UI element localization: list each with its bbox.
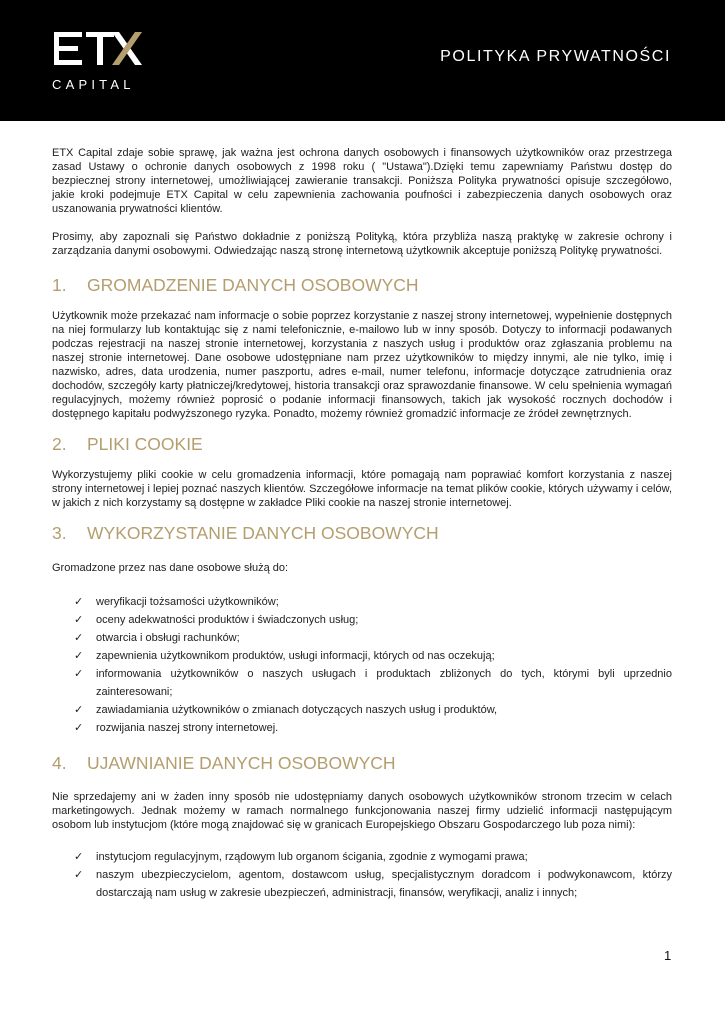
list-item: ✓ zawiadamiania użytkowników o zmianach dotyczących naszych usług i produktów, xyxy=(52,701,672,719)
page-header xyxy=(0,0,725,121)
check-icon: ✓ xyxy=(74,851,84,863)
page-number: 1 xyxy=(664,948,672,963)
list-item: ✓ informowania użytkowników o naszych usługach i produktach zbliżonych do tych, którymi byli uprzednio zainteresowani; xyxy=(52,665,672,701)
section-2-number: 2. xyxy=(52,434,67,454)
check-icon: ✓ xyxy=(74,704,84,716)
intro-paragraph-1: ETX Capital zdaje sobie sprawę, jak ważna jest ochrona danych osobowych i finansowych użytkowników oraz przestrzega zasad Ustawy o ochronie danych osobowych z 1998 roku ( "Ustawa").Dzięki temu zapewniamy Państwu dostęp do bezpiecznej strony internetowej, umożliwiającej zawieranie transakcji. Poniższa Polityka prywatności opisuje szczegółowo, jakie kroki podejmuje ETX Capital w celu zapewnienia zachowania poufności i zabezpieczenia danych osobowych oraz uszanowania prywatności klientów. xyxy=(52,147,672,215)
section-2-text: Wykorzystujemy pliki cookie w celu gromadzenia informacji, które pomagają nam poprawiać komfort korzystania z naszej strony internetowej i lepiej poznać naszych klientów. Szczegółowe informacje na temat plików cookie, których używamy i celów, w jakich z nich korzystamy są dostępne w zakładce Pliki cookie na naszej stronie internetowej. xyxy=(52,469,672,509)
list-item: ✓ rozwijania naszej strony internetowej. xyxy=(52,719,672,737)
check-icon: ✓ xyxy=(74,650,84,662)
section-3-title: WYKORZYSTANIE DANYCH OSOBOWYCH xyxy=(87,523,439,543)
section-4-list xyxy=(52,848,672,902)
intro-paragraph-2: Prosimy, aby zapoznali się Państwo dokładnie z poniższą Polityką, która przybliża naszą praktykę w zakresie ochrony i zarządzania danymi osobowymi. Odwiedzając naszą stronę internetową użytkownik akceptuje poniższą Politykę prywatności. xyxy=(52,231,672,257)
list-item: ✓ weryfikacji tożsamości użytkowników; xyxy=(52,593,672,611)
section-1-number: 1. xyxy=(52,275,67,295)
section-3-heading xyxy=(52,522,672,544)
list-item: ✓ instytucjom regulacyjnym, rządowym lub organom ścigania, zgodnie z wymogami prawa; xyxy=(52,848,672,866)
section-2-heading xyxy=(52,433,672,455)
list-item: ✓ otwarcia i obsługi rachunków; xyxy=(52,629,672,647)
list-item: ✓ zapewnienia użytkownikom produktów, usługi informacji, których od nas oczekują; xyxy=(52,647,672,665)
check-icon: ✓ xyxy=(74,632,84,644)
section-1-text: Użytkownik może przekazać nam informacje o sobie poprzez korzystanie z naszej strony internetowej, wypełnienie dostępnych na niej formularzy lub kontaktując się z nami telefonicznie, e-mailowo lub w inny sposób. Dotyczy to informacji podawanych podczas rejestracji na naszej stronie internetowej, korzystania z naszych usług i produktów oraz zgłaszania problemu na naszej stronie internetowej. Dane osobowe udostępniane nam przez użytkowników to między innymi, ale nie tylko, imię i nazwisko, adres, data urodzenia, numer paszportu, adres e-mail, numer telefonu, informacje dotyczące zatrudnienia oraz dochodów, szczegóły karty płatniczej/kredytowej, historia transakcji oraz sprawozdanie finansowe. W celu spełnienia wymagań regulacyjnych, możemy również poprosić o podanie informacji finansowych, takich jak wysokość rocznych dochodów i dostępnego kapitału podwyższonego ryzyka. Ponadto, możemy również gromadzić informacje ze źródeł zewnętrznych. xyxy=(52,310,672,420)
document-body xyxy=(52,146,672,902)
section-4-title: UJAWNIANIE DANYCH OSOBOWYCH xyxy=(87,753,396,773)
check-icon: ✓ xyxy=(74,869,84,881)
logo-subtitle: CAPITAL xyxy=(52,77,135,92)
section-3-list xyxy=(52,593,672,737)
check-icon: ✓ xyxy=(74,614,84,626)
section-3-number: 3. xyxy=(52,523,67,543)
section-3-text: Gromadzone przez nas dane osobowe służą do: xyxy=(52,562,289,574)
section-4-number: 4. xyxy=(52,753,67,773)
section-1-title: GROMADZENIE DANYCH OSOBOWYCH xyxy=(87,275,419,295)
section-4-text: Nie sprzedajemy ani w żaden inny sposób nie udostępniamy danych osobowych użytkowników stronom trzecim w celach marketingowych. Jednak możemy w ramach normalnego funkcjonowania naszej firmy udzielić informacji następującym osobom lub instytucjom (które mogą znajdować się w granicach Europejskiego Obszaru Gospodarczego lub poza nimi): xyxy=(52,791,672,831)
list-item: ✓ oceny adekwatności produktów i świadczonych usług; xyxy=(52,611,672,629)
list-item: ✓ naszym ubezpieczycielom, agentom, dostawcom usług, specjalistycznym doradcom i podwykonawcom, którzy dostarczają nam usług w zakresie ubezpieczeń, administracji, finansów, weryfikacji, analiz i innych; xyxy=(52,866,672,902)
document-title: POLITYKA PRYWATNOŚCI xyxy=(440,48,671,65)
check-icon: ✓ xyxy=(74,668,84,680)
section-4-heading xyxy=(52,752,672,774)
check-icon: ✓ xyxy=(74,596,84,608)
section-2-title: PLIKI COOKIE xyxy=(87,434,203,454)
section-1-heading xyxy=(52,274,672,296)
check-icon: ✓ xyxy=(74,722,84,734)
